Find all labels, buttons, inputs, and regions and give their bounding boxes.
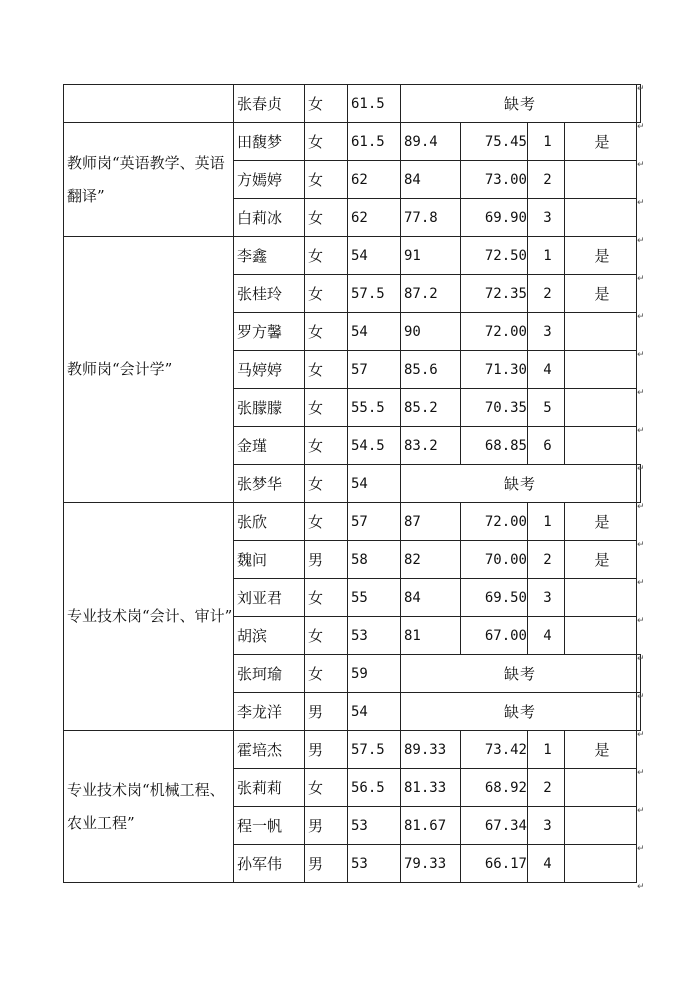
candidate-name-cell: 罗方馨 (234, 313, 305, 351)
hired-cell (565, 807, 637, 845)
hired-cell: 是 (565, 541, 637, 579)
rank-cell: 6 (528, 427, 565, 465)
rank-cell: 1 (528, 123, 565, 161)
paragraph-mark: ↵ (637, 274, 645, 284)
paragraph-mark: ↵ (637, 844, 645, 854)
gender-cell: 男 (305, 693, 348, 731)
written-score-cell: 54 (348, 237, 401, 275)
total-score-cell: 66.17 (461, 845, 528, 883)
hired-cell (565, 313, 637, 351)
table-body (64, 84, 645, 883)
written-score-cell: 56.5 (348, 769, 401, 807)
paragraph-mark: ↵ (637, 882, 645, 892)
candidate-name-cell: 方嫣婷 (234, 161, 305, 199)
written-score-cell: 62 (348, 199, 401, 237)
total-score-cell: 73.00 (461, 161, 528, 199)
total-score-cell: 70.00 (461, 541, 528, 579)
gender-cell: 女 (305, 275, 348, 313)
interview-score-cell: 81.33 (401, 769, 461, 807)
rank-cell: 3 (528, 579, 565, 617)
rank-cell: 4 (528, 617, 565, 655)
total-score-cell: 72.50 (461, 237, 528, 275)
paragraph-mark: ↵ (637, 768, 645, 778)
interview-score-cell: 81.67 (401, 807, 461, 845)
post-name-cell: 教师岗“英语教学、英语翻译” (64, 123, 234, 237)
total-score-cell: 68.92 (461, 769, 528, 807)
total-score-cell: 70.35 (461, 389, 528, 427)
paragraph-mark: ↵ (637, 388, 645, 398)
hired-cell (565, 389, 637, 427)
written-score-cell: 53 (348, 807, 401, 845)
paragraph-mark: ↵ (637, 692, 645, 702)
candidate-name-cell: 张桂玲 (234, 275, 305, 313)
rank-cell: 5 (528, 389, 565, 427)
candidate-name-cell: 张莉莉 (234, 769, 305, 807)
hired-cell: 是 (565, 503, 637, 541)
paragraph-mark: ↵ (637, 654, 645, 664)
candidate-name-cell: 孙军伟 (234, 845, 305, 883)
hired-cell: 是 (565, 123, 637, 161)
interview-score-cell: 77.8 (401, 199, 461, 237)
hired-cell: 是 (565, 237, 637, 275)
rank-cell: 1 (528, 237, 565, 275)
interview-score-cell: 89.33 (401, 731, 461, 769)
rank-cell: 2 (528, 769, 565, 807)
gender-cell: 女 (305, 85, 348, 123)
post-name-cell: 专业技术岗“机械工程、农业工程” (64, 731, 234, 883)
interview-score-cell: 83.2 (401, 427, 461, 465)
written-score-cell: 61.5 (348, 123, 401, 161)
post-name-cell: 教师岗“会计学” (64, 237, 234, 503)
written-score-cell: 61.5 (348, 85, 401, 123)
absent-cell: 缺考 (401, 85, 637, 123)
paragraph-mark: ↵ (637, 312, 645, 322)
interview-score-cell: 87.2 (401, 275, 461, 313)
candidate-name-cell: 李鑫 (234, 237, 305, 275)
total-score-cell: 71.30 (461, 351, 528, 389)
total-score-cell: 69.90 (461, 199, 528, 237)
candidate-name-cell: 马婷婷 (234, 351, 305, 389)
total-score-cell: 69.50 (461, 579, 528, 617)
gender-cell: 女 (305, 389, 348, 427)
gender-cell: 女 (305, 465, 348, 503)
gender-cell: 女 (305, 237, 348, 275)
table-row (64, 85, 641, 123)
candidate-name-cell: 田馥梦 (234, 123, 305, 161)
written-score-cell: 58 (348, 541, 401, 579)
rank-cell: 3 (528, 313, 565, 351)
interview-score-cell: 84 (401, 579, 461, 617)
candidate-name-cell: 张梦华 (234, 465, 305, 503)
paragraph-mark: ↵ (637, 350, 645, 360)
hired-cell (565, 579, 637, 617)
total-score-cell: 72.35 (461, 275, 528, 313)
candidate-name-cell: 魏问 (234, 541, 305, 579)
paragraph-mark: ↵ (637, 730, 645, 740)
candidate-name-cell: 张珂瑜 (234, 655, 305, 693)
rank-cell: 3 (528, 199, 565, 237)
candidate-name-cell: 张欣 (234, 503, 305, 541)
score-table (63, 84, 645, 883)
hired-cell (565, 161, 637, 199)
gender-cell: 男 (305, 541, 348, 579)
total-score-cell: 72.00 (461, 313, 528, 351)
table-row (64, 503, 641, 541)
rank-cell: 4 (528, 845, 565, 883)
candidate-name-cell: 胡滨 (234, 617, 305, 655)
interview-score-cell: 81 (401, 617, 461, 655)
interview-score-cell: 82 (401, 541, 461, 579)
interview-score-cell: 84 (401, 161, 461, 199)
rank-cell: 2 (528, 541, 565, 579)
candidate-name-cell: 白莉冰 (234, 199, 305, 237)
written-score-cell: 55 (348, 579, 401, 617)
rank-cell: 1 (528, 731, 565, 769)
interview-score-cell: 91 (401, 237, 461, 275)
paragraph-mark: ↵ (637, 84, 645, 94)
hired-cell: 是 (565, 731, 637, 769)
gender-cell: 女 (305, 427, 348, 465)
candidate-name-cell: 刘亚君 (234, 579, 305, 617)
rank-cell: 3 (528, 807, 565, 845)
gender-cell: 女 (305, 655, 348, 693)
candidate-name-cell: 张朦朦 (234, 389, 305, 427)
candidate-name-cell: 李龙洋 (234, 693, 305, 731)
post-name-cell: 专业技术岗“会计、审计” (64, 503, 234, 731)
gender-cell: 女 (305, 123, 348, 161)
paragraph-mark: ↵ (637, 236, 645, 246)
rank-cell: 4 (528, 351, 565, 389)
absent-cell: 缺考 (401, 655, 637, 693)
hired-cell (565, 617, 637, 655)
paragraph-mark: ↵ (637, 464, 645, 474)
table-row (64, 731, 641, 769)
interview-score-cell: 90 (401, 313, 461, 351)
written-score-cell: 54 (348, 313, 401, 351)
total-score-cell: 72.00 (461, 503, 528, 541)
interview-score-cell: 87 (401, 503, 461, 541)
candidate-name-cell: 霍培杰 (234, 731, 305, 769)
written-score-cell: 54.5 (348, 427, 401, 465)
absent-cell: 缺考 (401, 465, 637, 503)
paragraph-mark: ↵ (637, 426, 645, 436)
gender-cell: 男 (305, 807, 348, 845)
paragraph-mark: ↵ (637, 540, 645, 550)
gender-cell: 女 (305, 351, 348, 389)
gender-cell: 男 (305, 731, 348, 769)
hired-cell (565, 769, 637, 807)
paragraph-mark: ↵ (637, 122, 645, 132)
interview-score-cell: 85.2 (401, 389, 461, 427)
written-score-cell: 62 (348, 161, 401, 199)
interview-score-cell: 85.6 (401, 351, 461, 389)
candidate-name-cell: 程一帆 (234, 807, 305, 845)
gender-cell: 女 (305, 503, 348, 541)
candidate-name-cell: 张春贞 (234, 85, 305, 123)
written-score-cell: 53 (348, 617, 401, 655)
total-score-cell: 67.34 (461, 807, 528, 845)
hired-cell (565, 845, 637, 883)
written-score-cell: 57.5 (348, 731, 401, 769)
written-score-cell: 55.5 (348, 389, 401, 427)
total-score-cell: 68.85 (461, 427, 528, 465)
table-row (64, 123, 641, 161)
hired-cell (565, 427, 637, 465)
paragraph-mark: ↵ (637, 502, 645, 512)
paragraph-mark: ↵ (637, 160, 645, 170)
gender-cell: 女 (305, 617, 348, 655)
paragraph-mark: ↵ (637, 198, 645, 208)
gender-cell: 女 (305, 313, 348, 351)
gender-cell: 女 (305, 199, 348, 237)
paragraph-mark: ↵ (637, 616, 645, 626)
interview-score-cell: 79.33 (401, 845, 461, 883)
gender-cell: 女 (305, 769, 348, 807)
gender-cell: 男 (305, 845, 348, 883)
table-row (64, 237, 641, 275)
paragraph-mark: ↵ (637, 578, 645, 588)
post-name-cell (64, 85, 234, 123)
interview-score-cell: 89.4 (401, 123, 461, 161)
gender-cell: 女 (305, 579, 348, 617)
total-score-cell: 73.42 (461, 731, 528, 769)
absent-cell: 缺考 (401, 693, 637, 731)
hired-cell (565, 351, 637, 389)
candidate-name-cell: 金瑾 (234, 427, 305, 465)
written-score-cell: 57 (348, 503, 401, 541)
rank-cell: 1 (528, 503, 565, 541)
written-score-cell: 53 (348, 845, 401, 883)
rank-cell: 2 (528, 275, 565, 313)
gender-cell: 女 (305, 161, 348, 199)
written-score-cell: 54 (348, 693, 401, 731)
written-score-cell: 54 (348, 465, 401, 503)
written-score-cell: 57.5 (348, 275, 401, 313)
total-score-cell: 67.00 (461, 617, 528, 655)
total-score-cell: 75.45 (461, 123, 528, 161)
written-score-cell: 57 (348, 351, 401, 389)
rank-cell: 2 (528, 161, 565, 199)
written-score-cell: 59 (348, 655, 401, 693)
paragraph-mark: ↵ (637, 806, 645, 816)
hired-cell (565, 199, 637, 237)
hired-cell: 是 (565, 275, 637, 313)
